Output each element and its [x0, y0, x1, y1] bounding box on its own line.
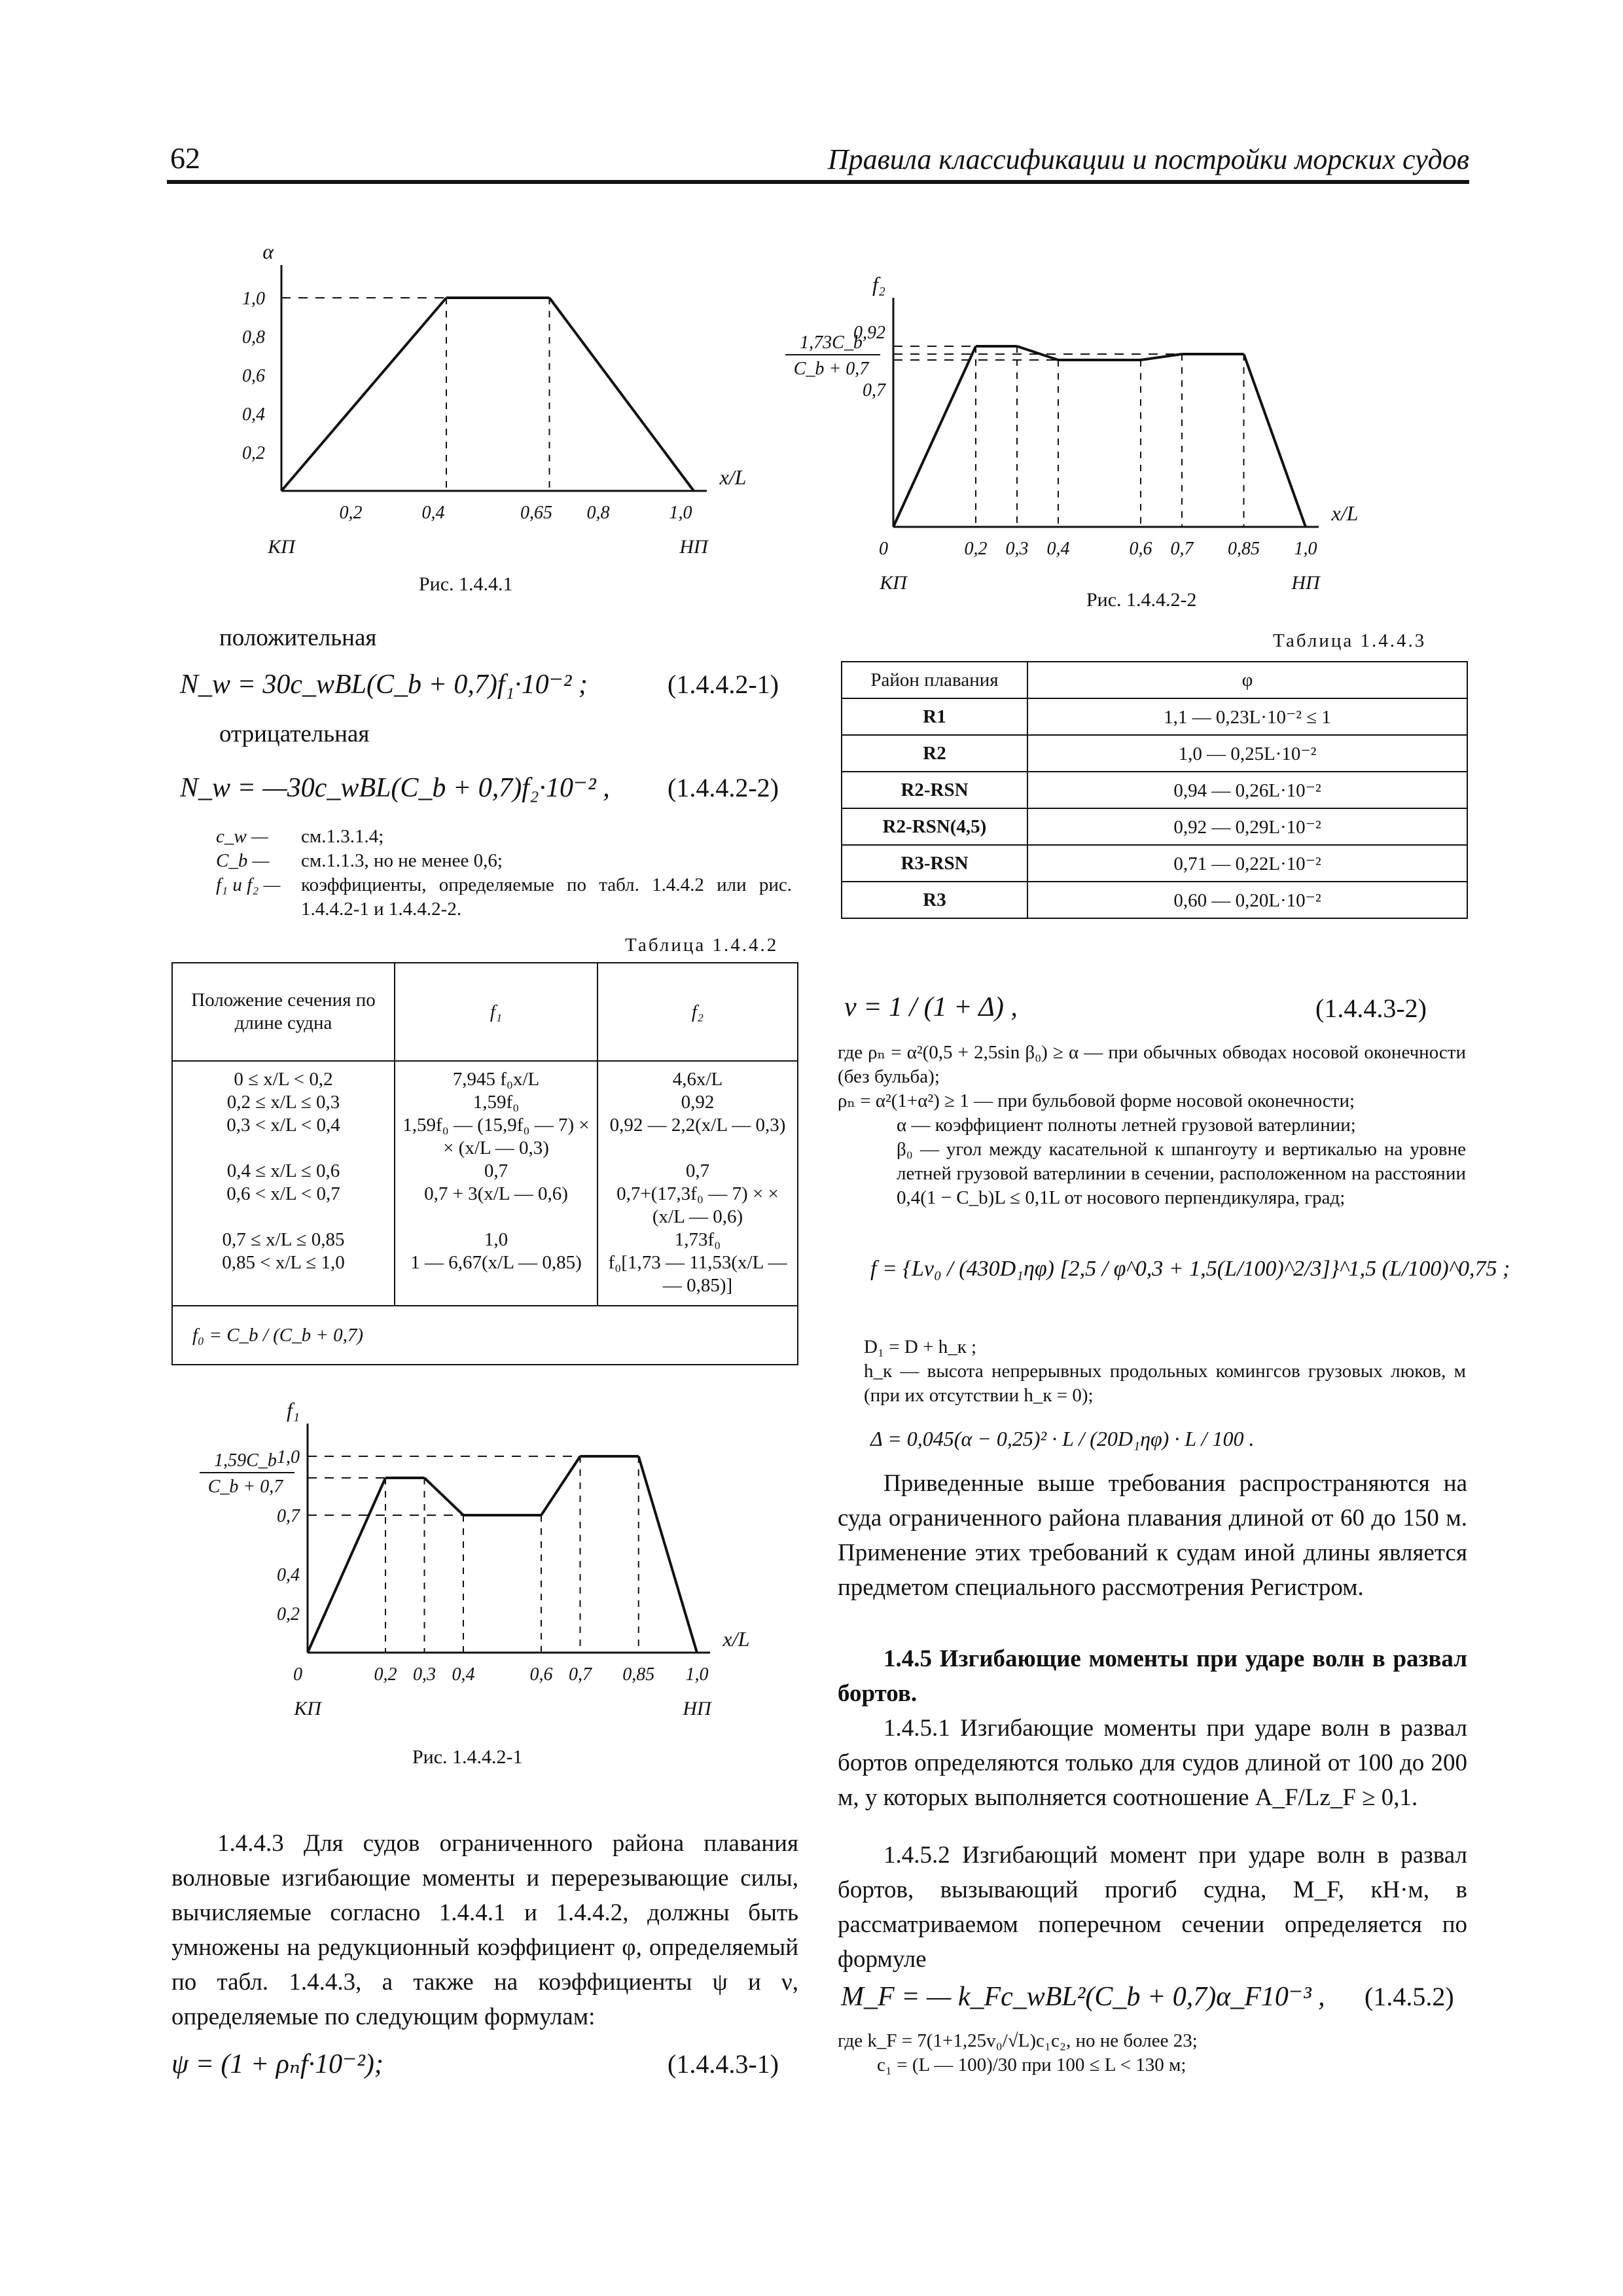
- series-segment: [425, 1478, 464, 1515]
- y-tick-label: 1,0: [277, 1447, 300, 1467]
- x-tick-label: 0,7: [569, 1664, 592, 1685]
- y-tick-label: 0,8: [242, 327, 265, 348]
- table-cell: 1,0: [484, 1229, 508, 1250]
- table-row: R3 0,60 — 0,20L·10⁻²: [842, 882, 1467, 918]
- x-end-label-kp: КП: [268, 536, 295, 558]
- caption-fig-1-4-4-1: Рис. 1.4.4.1: [419, 573, 513, 595]
- where-line: где ρₙ = α²(0,5 + 2,5sin β₀) ≥ α — при обычных обводах носовой оконечности (без бульба);: [838, 1042, 1466, 1087]
- table-row: R1 1,1 — 0,23L·10⁻² ≤ 1: [842, 698, 1467, 735]
- definition-cb: C_b — см.1.1.3, но не менее 0,6;: [216, 850, 503, 871]
- y-fraction-numerator: 1,59C_b: [214, 1450, 277, 1471]
- where-block-d1: [864, 1335, 1466, 1408]
- x-end-label-np: НП: [1291, 572, 1320, 594]
- x-tick-label: 0,7: [1170, 539, 1194, 559]
- table-cell: f₀[1,73 — 11,53(x/L — — 0,85)]: [608, 1252, 787, 1296]
- where-line: где k_F = 7(1+1,25v₀/√L)c₁c₂, но не более 23;: [838, 2030, 1198, 2051]
- series-segment: [1141, 354, 1182, 360]
- table-cell: 1,73f₀: [674, 1229, 721, 1250]
- x-tick-label: 0,6: [1129, 539, 1152, 559]
- x-tick-label: 0,2: [374, 1664, 397, 1685]
- y-tick-label: 0,7: [277, 1506, 300, 1526]
- y-tick-label: 0,7: [863, 380, 885, 401]
- where-line: D₁ = D + h_к ;: [864, 1336, 977, 1357]
- x-end-label-kp: КП: [294, 1698, 321, 1719]
- x-tick-label: 0,65: [520, 503, 552, 523]
- table-1-4-4-2: [171, 962, 798, 1365]
- where-block-kf: [838, 2029, 1466, 2077]
- table-cell: 0,92: [681, 1092, 715, 1113]
- formula-nu-number: (1.4.4.3-2): [1315, 994, 1427, 1023]
- table-cell: 7,945 f₀x/L: [452, 1069, 540, 1090]
- y-axis-label: α: [262, 240, 274, 263]
- table-1-4-4-3-caption: Таблица 1.4.4.3: [1273, 630, 1427, 651]
- table-cell: 4,6x/L: [672, 1069, 723, 1090]
- table-header-f1: f₁: [395, 963, 597, 1061]
- where-line: h_к — высота непрерывных продольных комингсов грузовых люков, м (при их отсутствии h_к = 0);: [864, 1361, 1466, 1406]
- table-cell: 0,6 < x/L < 0,7: [226, 1183, 340, 1204]
- x-tick-label: 0,4: [1046, 539, 1070, 559]
- table-header-f2: f₂: [597, 963, 798, 1061]
- table-col-f1: [395, 1061, 597, 1306]
- x-tick-label: 0: [879, 539, 888, 559]
- x-end-label-np: НП: [679, 536, 708, 558]
- definition-f1f2: f₁ и f₂ — коэффициенты, определяемые по табл. 1.4.4.2 или рис. 1.4.4.2-1 и 1.4.4.2-2.: [216, 874, 792, 920]
- x-end-label-np: НП: [683, 1698, 711, 1719]
- table-cell: 0,7 ≤ x/L ≤ 0,85: [222, 1229, 345, 1250]
- x-tick-label: 0,3: [1005, 539, 1029, 559]
- heading-1-4-5: 1.4.5 Изгибающие моменты при ударе волн в развал бортов.: [838, 1645, 1467, 1707]
- y-tick-label: 0,92: [853, 323, 885, 343]
- y-tick-label: 0,2: [242, 443, 265, 463]
- y-tick-label: 0,2: [277, 1604, 300, 1624]
- formula-mf: M_F = — k_Fc_wBL²(C_b + 0,7)α_F10⁻³ ,: [841, 1982, 1325, 2012]
- y-fraction-denominator: C_b + 0,7: [793, 359, 869, 379]
- where-line: α — коэффициент полноты летней грузовой ватерлинии;: [897, 1115, 1356, 1136]
- caption-fig-1-4-4-2-1: Рис. 1.4.4.2-1: [412, 1746, 523, 1768]
- x-tick-label: 0,4: [452, 1664, 475, 1685]
- x-tick-label: 0,6: [529, 1664, 553, 1685]
- x-tick-label: 1,0: [685, 1664, 709, 1685]
- chart-fig-1-4-4-1: [196, 242, 785, 609]
- running-title: Правила классификации и постройки морских судов: [827, 143, 1469, 175]
- x-tick-label: 0,85: [1228, 539, 1260, 559]
- table-cell: 0,7: [484, 1160, 508, 1181]
- x-tick-label: 0: [293, 1664, 302, 1685]
- x-tick-label: 0,2: [964, 539, 988, 559]
- y-tick-label: 0,6: [242, 366, 265, 386]
- table-cell: 1 — 6,67(x/L — 0,85): [410, 1252, 582, 1273]
- table-header-region: Район плавания: [842, 662, 1027, 698]
- table-cell: 0,85 < x/L ≤ 1,0: [222, 1252, 345, 1273]
- table-cell: 0,2 ≤ x/L ≤ 0,3: [226, 1092, 340, 1113]
- formula-psi: ψ = (1 + ρₙf·10⁻²);: [171, 2049, 383, 2079]
- formula-nu: ν = 1 / (1 + Δ) ,: [844, 992, 1018, 1022]
- negative-label: отрицательная: [219, 721, 370, 747]
- series-segment: [281, 298, 446, 491]
- paragraph-1-4-5-2: 1.4.5.2 Изгибающий момент при ударе волн в развал бортов, вызывающий прогиб судна, M_F, кН·м, в рассматриваемом поперечном сечении определяется по формуле: [838, 1842, 1467, 1973]
- table-header-position: Положение сечения по длине судна: [172, 963, 395, 1061]
- table-col-f2: [597, 1061, 798, 1306]
- chart-fig-1-4-4-2-1: [167, 1398, 795, 1748]
- table-cell: 0,7+(17,3f₀ — 7) × × (x/L — 0,6): [616, 1183, 779, 1227]
- where-line: ρₙ = α²(1+α²) ≥ 1 — при бульбовой форме носовой оконечности;: [838, 1090, 1355, 1111]
- table-col-position: [172, 1061, 395, 1306]
- where-line: c₁ = (L — 100)/30 при 100 ≤ L < 130 м;: [877, 2054, 1186, 2075]
- x-axis-label: x/L: [1331, 501, 1359, 525]
- x-tick-label: 1,0: [1294, 539, 1317, 559]
- table-cell: 0,4 ≤ x/L ≤ 0,6: [226, 1160, 340, 1181]
- formula-psi-number: (1.4.4.3-1): [668, 2049, 779, 2079]
- y-axis-label: f₁: [286, 1398, 300, 1422]
- table-cell: 0,3 < x/L < 0,4: [226, 1115, 340, 1136]
- y-tick-label: 0,4: [277, 1565, 300, 1585]
- formula-1-number: (1.4.4.2-1): [668, 670, 779, 699]
- x-axis-label: x/L: [719, 465, 747, 489]
- table-cell: 0,7 + 3(x/L — 0,6): [424, 1183, 568, 1204]
- series-segment: [308, 1478, 385, 1653]
- table-cell: 1,59f₀: [473, 1092, 520, 1113]
- x-end-label-kp: КП: [880, 572, 907, 594]
- series-segment: [541, 1456, 580, 1515]
- table-row: R2-RSN 0,94 — 0,26L·10⁻²: [842, 772, 1467, 808]
- positive-label: положительная: [219, 624, 377, 651]
- table-cell: 0 ≤ x/L < 0,2: [234, 1069, 333, 1090]
- x-axis-label: x/L: [722, 1627, 750, 1651]
- paragraph-range: Приведенные выше требования распространяются на суда ограниченного района плавания длиной от 60 до 150 м. Применение этих требований к судам иной длины является предметом специального рассмотрения Регистром.: [838, 1470, 1467, 1601]
- table-header-phi: φ: [1027, 662, 1467, 698]
- y-tick-label: 0,4: [242, 404, 265, 425]
- paragraph-1-4-5-1: 1.4.5.1 Изгибающие моменты при ударе волн в развал бортов определяются только для судов длиной от 100 до 200 м, у которых выполняется соотношение A_F/Lz_F ≥ 0,1.: [838, 1715, 1467, 1811]
- caption-fig-1-4-4-2-2: Рис. 1.4.4.2-2: [1086, 589, 1197, 611]
- x-tick-label: 0,8: [586, 503, 610, 523]
- formula-mf-number: (1.4.5.2): [1364, 1982, 1454, 2011]
- formula-f: f = {Lv₀ / (430D₁ηφ) [2,5 / φ^0,3 + 1,5(L/100)^2/3]}^1,5 (L/100)^0,75 ;: [870, 1257, 1510, 1281]
- table-row: R2-RSN(4,5) 0,92 — 0,29L·10⁻²: [842, 808, 1467, 845]
- x-tick-label: 0,2: [339, 503, 363, 523]
- formula-2: N_w = —30c_wBL(C_b + 0,7)f₂·10⁻² ,: [180, 773, 610, 803]
- chart-fig-1-4-4-2-2: [793, 245, 1486, 594]
- y-tick-label: 1,0: [242, 289, 265, 309]
- table-row: R3-RSN 0,71 — 0,22L·10⁻²: [842, 845, 1467, 882]
- series-segment: [893, 346, 976, 527]
- series-segment: [1017, 346, 1058, 360]
- x-tick-label: 0,4: [421, 503, 445, 523]
- page-number: 62: [170, 141, 200, 175]
- definitions-list: [216, 825, 792, 922]
- paragraph-1-4-4-3: 1.4.4.3 Для судов ограниченного района плавания волновые изгибающие моменты и перерезывающие силы, вычисляемые согласно 1.4.4.1 и 1.4.4.2, должны быть умножены на редукционный коэффициент φ, определяемый по табл. 1.4.4.3, а также на коэффициенты ψ и ν, определяемые по следующим формулам:: [171, 1830, 798, 2030]
- table-cell: 1,59f₀ — (15,9f₀ — 7) × × (x/L — 0,3): [402, 1115, 590, 1158]
- series-segment: [1244, 354, 1306, 527]
- formula-2-number: (1.4.4.2-2): [668, 773, 779, 802]
- definition-cw: c_w — см.1.3.1.4;: [216, 826, 384, 847]
- table-row: R2 1,0 — 0,25L·10⁻²: [842, 735, 1467, 772]
- table-cell: 0,92 — 2,2(x/L — 0,3): [609, 1115, 786, 1136]
- y-fraction-denominator: C_b + 0,7: [207, 1477, 283, 1497]
- y-axis-label: f₂: [872, 272, 885, 296]
- x-tick-label: 1,0: [669, 503, 692, 523]
- where-line: β₀ — угол между касательной к шпангоуту и вертикалью на уровне летней грузовой ватерлинии в сечении, расположенном на расстоянии 0,4(1 − C_b)L ≤ 0,1L от носового перпендикуляра, град;: [897, 1139, 1466, 1208]
- where-block-rho: [838, 1041, 1466, 1210]
- x-tick-label: 0,85: [622, 1664, 655, 1685]
- formula-delta: Δ = 0,045(α − 0,25)² · L / (20D₁ηφ) · L / 100 .: [870, 1427, 1255, 1450]
- header-rule: [167, 180, 1469, 184]
- formula-1: N_w = 30c_wBL(C_b + 0,7)f₁·10⁻² ;: [180, 670, 588, 700]
- table-cell: 0,7: [685, 1160, 710, 1181]
- series-segment: [550, 298, 694, 491]
- table-1-4-4-3: [841, 661, 1468, 919]
- series-segment: [639, 1456, 697, 1653]
- y-fraction-numerator: 1,73C_b: [800, 332, 863, 353]
- x-tick-label: 0,3: [413, 1664, 436, 1685]
- table-footer-f0: f₀ = C_b / (C_b + 0,7): [172, 1306, 798, 1365]
- table-1-4-4-2-caption: Таблица 1.4.4.2: [625, 935, 779, 956]
